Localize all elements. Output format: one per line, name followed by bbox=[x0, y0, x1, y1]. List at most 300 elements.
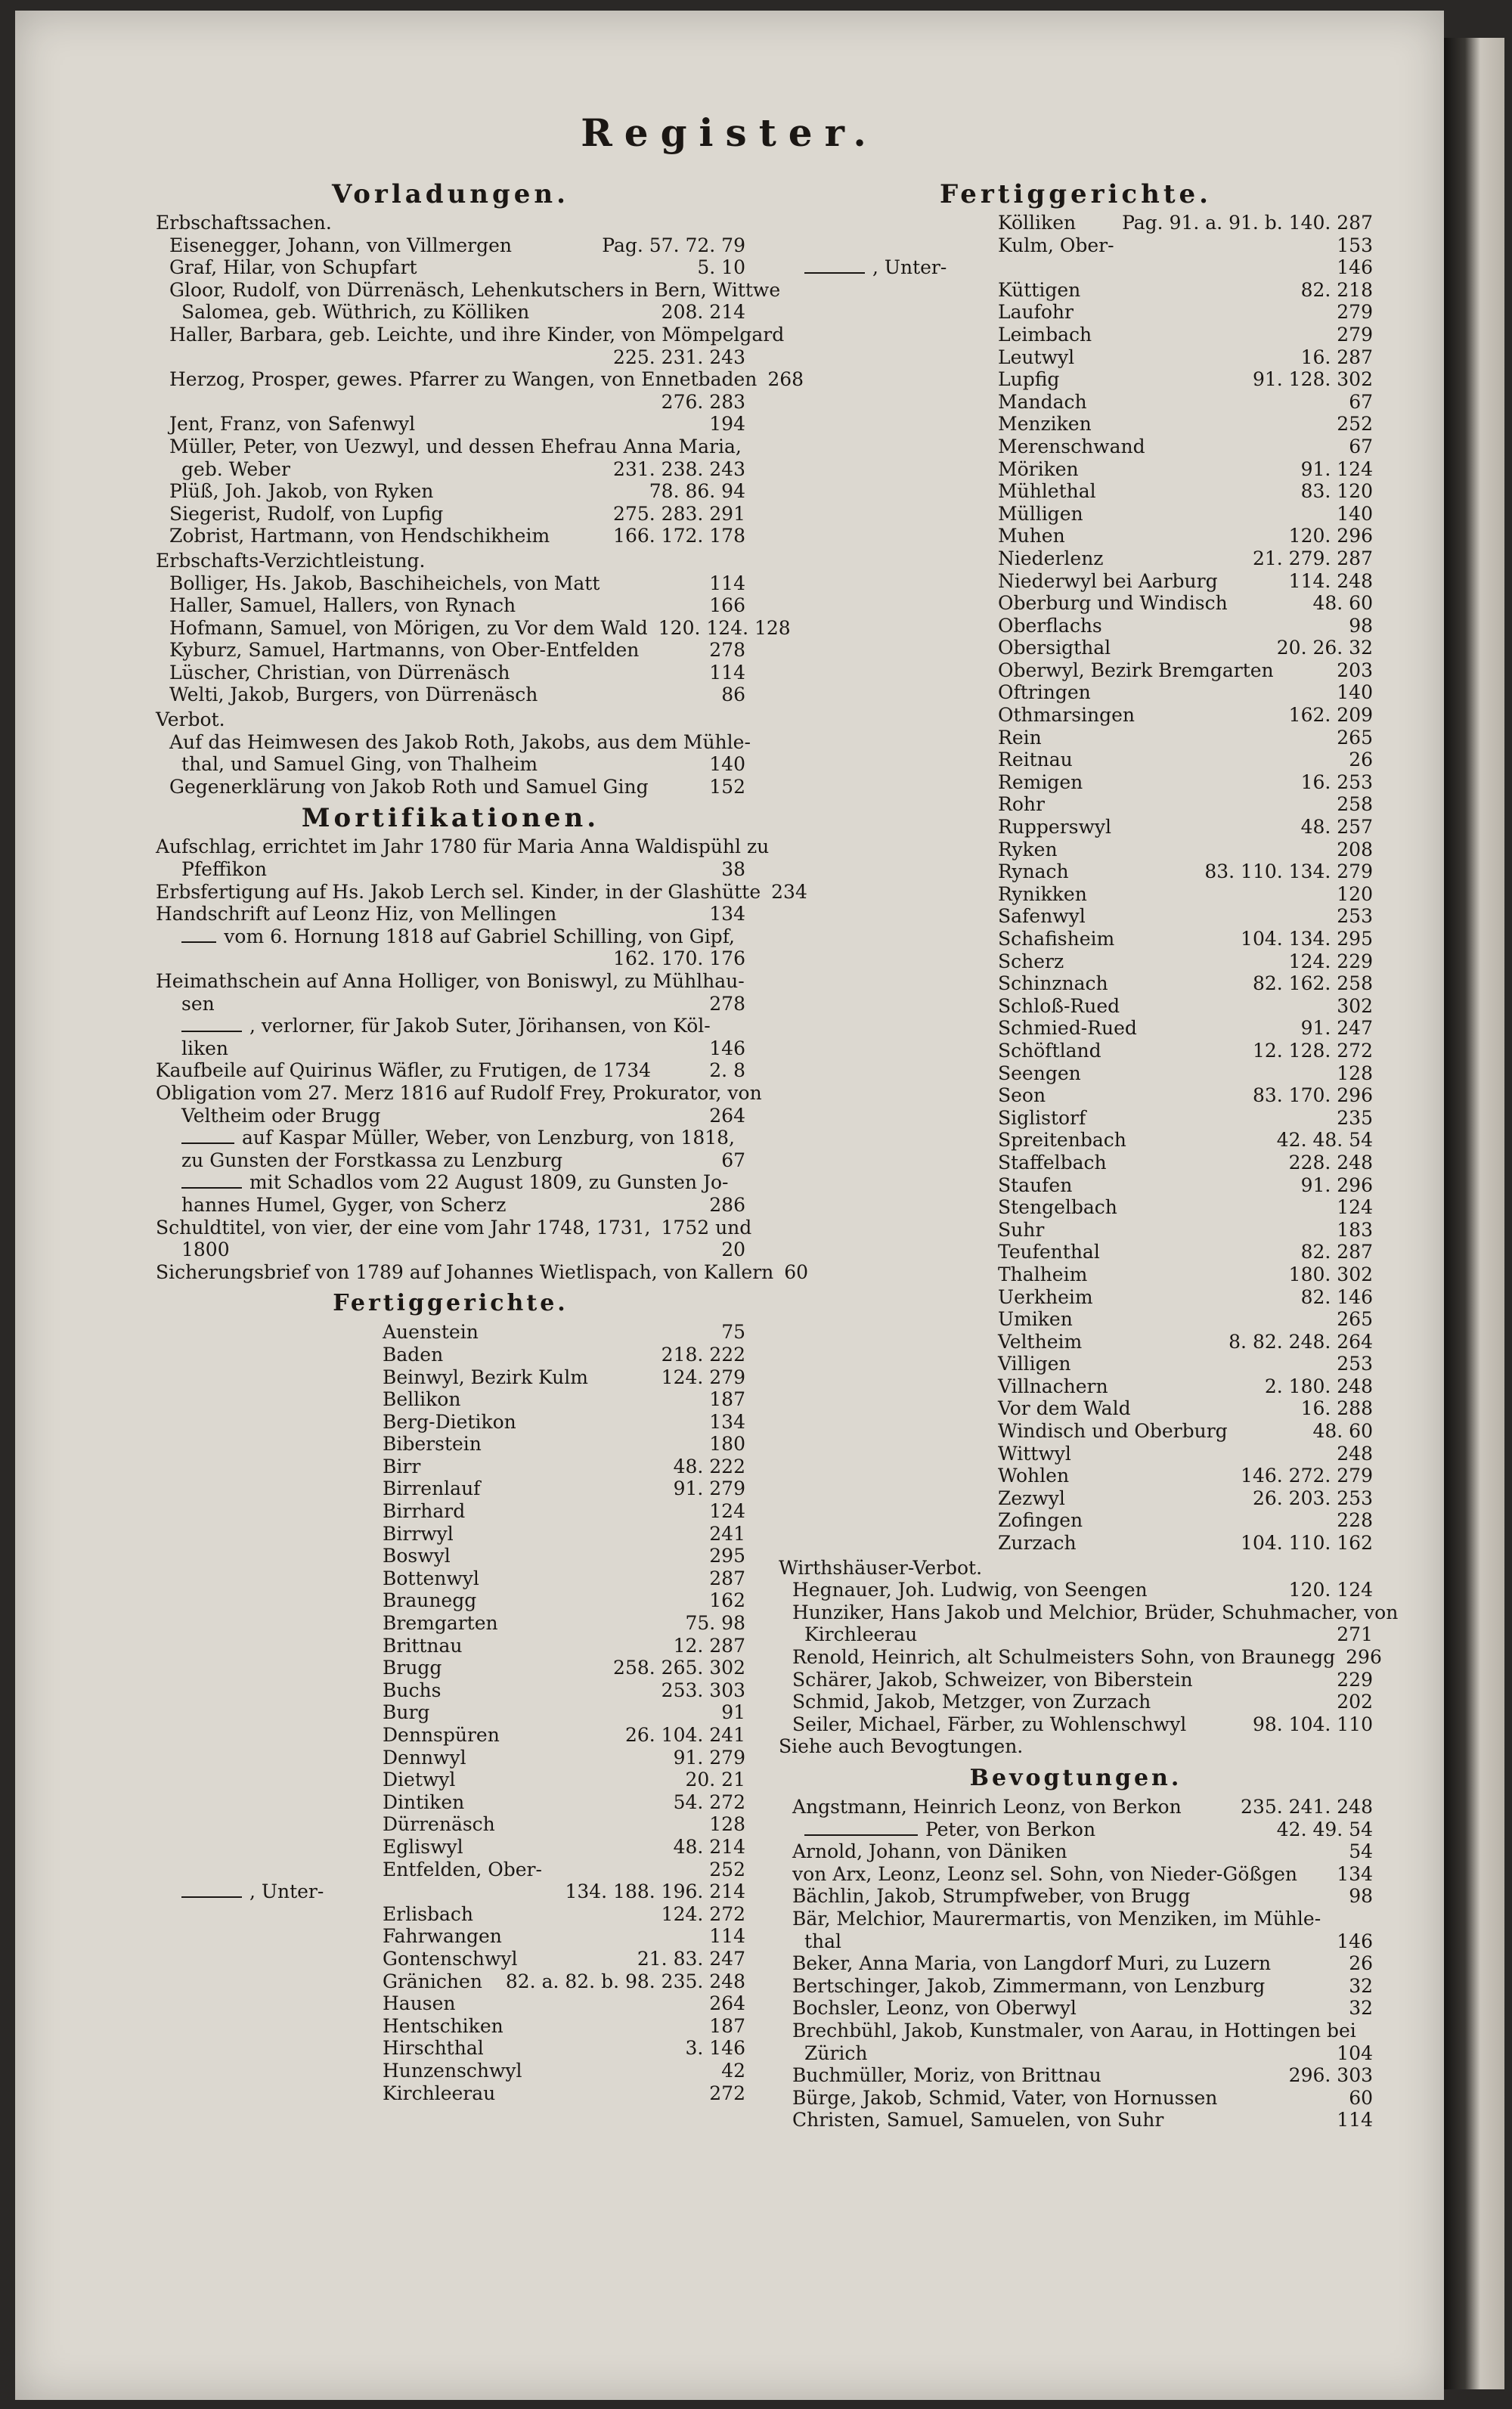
entry-name: Jent, Franz, von Safenwyl bbox=[169, 413, 416, 436]
entry-name: thal, und Samuel Ging, von Thalheim bbox=[181, 753, 538, 776]
entry-page-refs: 124. 279 bbox=[661, 1366, 745, 1388]
entry-name: Seengen bbox=[998, 1062, 1081, 1084]
entry-name: Villnachern bbox=[998, 1375, 1108, 1397]
entry-page-refs: 120. 124 bbox=[1288, 1579, 1373, 1601]
index-entry bbox=[156, 323, 785, 346]
entry-name: Bürge, Jakob, Schmid, Vater, von Hornussen bbox=[792, 2086, 1218, 2109]
index-entry bbox=[779, 1331, 1373, 1353]
entry-page-refs: 26. 104. 241 bbox=[624, 1724, 745, 1746]
index-entry bbox=[156, 480, 745, 503]
index-entry bbox=[156, 1903, 745, 1926]
index-entry bbox=[779, 771, 1373, 794]
entry-page-refs: 75 bbox=[721, 1321, 745, 1344]
index-entry bbox=[156, 1059, 745, 1082]
ditto-rule bbox=[181, 1896, 242, 1898]
entry-page-refs: 91. 279 bbox=[673, 1477, 745, 1500]
index-entry bbox=[156, 1015, 745, 1037]
entry-name: Salomea, geb. Wüthrich, zu Kölliken bbox=[181, 301, 530, 324]
index-entry bbox=[779, 1241, 1373, 1263]
index-entry bbox=[156, 1171, 745, 1194]
subsection-label: Erbschafts-Verzichtleistung. bbox=[156, 549, 426, 572]
subsection-label: Erbschaftssachen. bbox=[156, 212, 332, 234]
entry-page-refs: 146 bbox=[1337, 1930, 1373, 1952]
entry-page-refs: 16. 253 bbox=[1300, 770, 1373, 793]
entry-list-wirthshaeuser bbox=[779, 1579, 1399, 1735]
entry-name: Dürrenäsch bbox=[383, 1813, 495, 1836]
index-entry bbox=[156, 1477, 745, 1500]
entry-page-refs: 252 bbox=[1337, 413, 1373, 436]
index-entry bbox=[156, 1948, 745, 1970]
entry-name: Eisenegger, Johann, von Villmergen bbox=[169, 234, 513, 256]
entry-name: Windisch und Oberburg bbox=[998, 1420, 1228, 1443]
entry-page-refs: 208. 214 bbox=[661, 301, 745, 324]
entry-page-refs: 91. 247 bbox=[1300, 1017, 1373, 1040]
entry-page-refs: 12. 128. 272 bbox=[1252, 1039, 1373, 1062]
entry-name: Zofingen bbox=[998, 1509, 1083, 1532]
index-entry bbox=[156, 1149, 745, 1172]
index-entry bbox=[779, 1532, 1373, 1555]
subsection-label: Wirthshäuser-Verbot. bbox=[779, 1556, 983, 1579]
entry-page-refs: 114 bbox=[709, 1925, 745, 1948]
index-entry bbox=[779, 749, 1373, 771]
entry-page-refs: 234 bbox=[771, 880, 807, 903]
ditto-rule bbox=[181, 941, 216, 943]
entry-name: Merenschwand bbox=[998, 435, 1145, 457]
section-heading-fertiggerichte: Fertiggerichte. bbox=[333, 1290, 569, 1317]
entry-name: Scherz bbox=[998, 950, 1064, 972]
entry-name: Muhen bbox=[998, 525, 1065, 547]
entry-name: Bertschinger, Jakob, Zimmermann, von Lenzburg bbox=[792, 1974, 1266, 1997]
index-entry bbox=[156, 1081, 762, 1105]
index-entry bbox=[156, 458, 745, 481]
entry-name: Handschrift auf Leonz Hiz, von Mellingen bbox=[156, 903, 557, 925]
entry-name: Spreitenbach bbox=[998, 1129, 1126, 1152]
index-entry bbox=[779, 368, 1373, 391]
index-entry bbox=[156, 993, 745, 1015]
entry-name: Dintiken bbox=[383, 1790, 465, 1813]
entry-page-refs: 91. 279 bbox=[673, 1746, 745, 1769]
entry-page-refs: 12. 287 bbox=[673, 1634, 745, 1657]
entry-name: Schöftland bbox=[998, 1039, 1101, 1062]
facing-page-edge bbox=[1444, 38, 1504, 2389]
index-entry bbox=[779, 1443, 1373, 1465]
entry-name: Remigen bbox=[998, 770, 1083, 793]
entry-page-refs: 268 bbox=[767, 368, 804, 391]
index-entry bbox=[156, 594, 745, 617]
entry-page-refs: 272 bbox=[709, 2082, 745, 2104]
index-entry bbox=[779, 1952, 1373, 1975]
index-entry bbox=[156, 662, 745, 684]
entry-page-refs: 152 bbox=[709, 775, 745, 798]
index-entry bbox=[779, 1713, 1373, 1736]
index-entry bbox=[779, 816, 1373, 839]
ditto-rule bbox=[804, 1834, 918, 1836]
entry-name: Mühlethal bbox=[998, 480, 1096, 503]
entry-name: Hirschthal bbox=[383, 2037, 484, 2060]
entry-page-refs: 60 bbox=[1349, 2086, 1373, 2109]
entry-name: Gontenschwyl bbox=[383, 1947, 518, 1970]
entry-name: Othmarsingen bbox=[998, 704, 1136, 727]
index-entry bbox=[156, 234, 745, 257]
entry-name: Egliswyl bbox=[383, 1835, 463, 1858]
entry-page-refs: 134. 188. 196. 214 bbox=[565, 1880, 745, 1903]
entry-name: Kaufbeile auf Quirinus Wäfler, zu Frutigen, de 1734 bbox=[156, 1059, 652, 1082]
index-entry bbox=[779, 212, 1373, 234]
index-entry bbox=[779, 1353, 1373, 1375]
entry-name: Schmied-Rued bbox=[998, 1017, 1137, 1040]
entry-page-refs: 120. 124. 128 bbox=[658, 616, 791, 639]
index-entry bbox=[779, 256, 1373, 279]
entry-page-refs: 146 bbox=[1337, 256, 1373, 279]
entry-name: Leutwyl bbox=[998, 346, 1075, 368]
index-entry bbox=[779, 659, 1373, 682]
index-entry bbox=[779, 905, 1373, 928]
index-entry bbox=[156, 1657, 745, 1679]
entry-name: Stengelbach bbox=[998, 1196, 1117, 1219]
entry-name: Auf das Heimwesen des Jakob Roth, Jakobs, aus dem Mühle- bbox=[169, 730, 751, 753]
entry-name: Erlisbach bbox=[383, 1902, 474, 1925]
entry-name: Bellikon bbox=[383, 1388, 461, 1411]
index-entry bbox=[779, 480, 1373, 503]
entry-name: Sicherungsbrief von 1789 auf Johannes Wietlispach, von Kallern bbox=[156, 1260, 774, 1283]
entry-name: Hegnauer, Joh. Ludwig, von Seengen bbox=[792, 1579, 1148, 1601]
entry-name: Rynikken bbox=[998, 882, 1087, 905]
index-entry bbox=[779, 727, 1373, 749]
section-heading-vorladungen: Vorladungen. bbox=[332, 179, 569, 209]
index-entry bbox=[156, 1970, 745, 1993]
entry-page-refs: 128 bbox=[709, 1813, 745, 1836]
entry-name: Baden bbox=[383, 1343, 444, 1366]
entry-page-refs: 146. 272. 279 bbox=[1241, 1465, 1373, 1487]
entry-page-refs: 48. 222 bbox=[673, 1455, 745, 1477]
index-entry bbox=[779, 2064, 1373, 2087]
index-entry bbox=[156, 436, 745, 458]
index-entry bbox=[779, 1509, 1373, 1532]
entry-name: Schinznach bbox=[998, 972, 1108, 995]
index-entry bbox=[156, 256, 745, 279]
index-entry bbox=[156, 1194, 745, 1217]
entry-list-verzicht bbox=[156, 572, 791, 707]
register-page bbox=[15, 11, 1444, 2400]
entry-page-refs: 48. 60 bbox=[1312, 1420, 1373, 1443]
entry-page-refs: 180. 302 bbox=[1288, 1263, 1373, 1285]
index-entry bbox=[779, 2109, 1373, 2132]
entry-page-refs: 38 bbox=[721, 858, 745, 881]
index-entry bbox=[779, 1669, 1373, 1691]
index-entry bbox=[156, 1880, 745, 1903]
entry-page-refs: 114 bbox=[709, 572, 745, 594]
entry-name: Haller, Samuel, Hallers, von Rynach bbox=[169, 594, 516, 617]
entry-page-refs: 124 bbox=[1337, 1196, 1373, 1219]
entry-name: Obligation vom 27. Merz 1816 auf Rudolf Frey, Prokurator, von bbox=[156, 1081, 762, 1104]
entry-page-refs: 83. 110. 134. 279 bbox=[1204, 860, 1373, 883]
index-entry bbox=[779, 637, 1373, 659]
entry-page-refs: 16. 287 bbox=[1300, 346, 1373, 368]
entry-page-refs: 140 bbox=[1337, 502, 1373, 525]
index-entry bbox=[779, 950, 1373, 973]
index-entry bbox=[156, 1344, 745, 1366]
entry-name: Müller, Peter, von Uezwyl, und dessen Ehefrau Anna Maria, bbox=[169, 435, 742, 457]
entry-name: sen bbox=[181, 992, 215, 1015]
entry-name: Buchmüller, Moriz, von Brittnau bbox=[792, 2064, 1101, 2087]
entry-page-refs: 235 bbox=[1337, 1106, 1373, 1129]
entry-page-refs: 248 bbox=[1337, 1442, 1373, 1465]
index-entry bbox=[156, 503, 745, 526]
entry-name: Seon bbox=[998, 1084, 1046, 1107]
index-entry bbox=[156, 1216, 752, 1239]
index-entry bbox=[156, 836, 770, 858]
entry-name: Birrenlauf bbox=[383, 1477, 481, 1500]
entry-page-refs: 166. 172. 178 bbox=[613, 525, 745, 547]
entry-name: Beinwyl, Bezirk Kulm bbox=[383, 1366, 588, 1388]
index-entry bbox=[156, 2082, 745, 2105]
entry-page-refs: 264 bbox=[709, 1992, 745, 2015]
right-column bbox=[779, 174, 1399, 2132]
index-entry bbox=[156, 1433, 745, 1456]
entry-name: , Unter- bbox=[249, 1880, 324, 1903]
index-entry bbox=[156, 1239, 745, 1261]
entry-name: Rein bbox=[998, 726, 1042, 749]
index-entry bbox=[779, 413, 1373, 436]
entry-page-refs: 275. 283. 291 bbox=[613, 502, 745, 525]
entry-page-refs: 82. 218 bbox=[1300, 278, 1373, 301]
page-title: Register. bbox=[581, 110, 878, 155]
entry-page-refs: 16. 288 bbox=[1300, 1397, 1373, 1420]
index-entry bbox=[779, 2087, 1373, 2110]
entry-page-refs: 20. 21 bbox=[685, 1769, 745, 1791]
index-entry bbox=[156, 1105, 745, 1127]
entry-page-refs: 253. 303 bbox=[661, 1679, 745, 1701]
entry-page-refs: 187 bbox=[709, 1388, 745, 1411]
entry-page-refs: 8. 82. 248. 264 bbox=[1228, 1330, 1373, 1353]
index-entry bbox=[779, 279, 1373, 302]
index-entry bbox=[779, 436, 1373, 458]
index-entry bbox=[779, 391, 1373, 414]
entry-page-refs: 48. 214 bbox=[673, 1835, 745, 1858]
entry-page-refs: 26 bbox=[1349, 1952, 1373, 1975]
index-entry bbox=[156, 1925, 745, 1948]
entry-name: Schuldtitel, von vier, der eine vom Jahr 1748, 1731, bbox=[156, 1216, 651, 1239]
index-entry bbox=[156, 1366, 745, 1389]
entry-name: Arnold, Johann, von Däniken bbox=[792, 1840, 1067, 1863]
index-entry bbox=[156, 301, 745, 324]
entry-list-fertiggerichte bbox=[779, 212, 1373, 1555]
entry-page-refs: 134 bbox=[1337, 1862, 1373, 1885]
entry-name: Hausen bbox=[383, 1992, 456, 2015]
entry-name: Zurzach bbox=[998, 1532, 1077, 1555]
index-entry bbox=[156, 278, 781, 302]
entry-page-refs: 42. 49. 54 bbox=[1276, 1818, 1373, 1840]
entry-page-refs: 78. 86. 94 bbox=[649, 480, 745, 503]
entry-name: Auenstein bbox=[383, 1321, 479, 1344]
entry-page-refs: 276. 283 bbox=[661, 390, 745, 413]
index-entry bbox=[779, 615, 1373, 637]
entry-page-refs: 264 bbox=[709, 1104, 745, 1127]
index-entry bbox=[156, 947, 745, 970]
entry-page-refs: 26 bbox=[1349, 749, 1373, 771]
index-entry bbox=[156, 1813, 745, 1836]
entry-name: Brechbühl, Jakob, Kunstmaler, von Aarau, in Hottingen bei bbox=[792, 2019, 1356, 2042]
entry-name: Gloor, Rudolf, von Dürrenäsch, Lehenkutschers in Bern, Wittwe bbox=[169, 278, 781, 301]
entry-name: Kulm, Ober- bbox=[998, 234, 1114, 256]
entry-page-refs: 82. a. 82. b. 98. 235. 248 bbox=[505, 1970, 745, 1992]
entry-page-refs: 287 bbox=[709, 1567, 745, 1589]
entry-page-refs: 296 bbox=[1346, 1646, 1382, 1668]
entry-page-refs: 279 bbox=[1337, 323, 1373, 346]
entry-page-refs: 162 bbox=[709, 1589, 745, 1612]
index-entry bbox=[156, 1127, 745, 1149]
entry-name: Heimathschein auf Anna Holliger, von Boniswyl, zu Mühlhau- bbox=[156, 970, 745, 992]
entry-name: Thalheim bbox=[998, 1263, 1088, 1285]
entry-page-refs: 202 bbox=[1337, 1691, 1373, 1713]
section-heading-fertiggerichte: Fertiggerichte. bbox=[939, 179, 1213, 209]
entry-page-refs: 32 bbox=[1349, 1997, 1373, 2020]
entry-name: Laufohr bbox=[998, 301, 1074, 324]
entry-name: 1800 bbox=[181, 1239, 230, 1261]
entry-page-refs: 218. 222 bbox=[661, 1343, 745, 1366]
entry-page-refs: Pag. 57. 72. 79 bbox=[602, 234, 745, 256]
index-entry bbox=[156, 2037, 745, 2060]
entry-name: Haller, Barbara, geb. Leichte, und ihre Kinder, von Mömpelgard bbox=[169, 323, 785, 346]
entry-name: Plüß, Joh. Jakob, von Ryken bbox=[169, 480, 434, 503]
entry-page-refs: 2. 180. 248 bbox=[1264, 1375, 1373, 1397]
entry-name: Renold, Heinrich, alt Schulmeisters Sohn, von Braunegg bbox=[792, 1646, 1336, 1668]
entry-name: Graf, Hilar, von Schupfart bbox=[169, 256, 417, 279]
entry-page-refs: 42. 48. 54 bbox=[1276, 1129, 1373, 1152]
entry-page-refs: 104. 134. 295 bbox=[1241, 928, 1373, 950]
entry-name: Bottenwyl bbox=[383, 1567, 479, 1589]
entry-page-refs: 124 bbox=[709, 1500, 745, 1523]
entry-name: Reitnau bbox=[998, 749, 1073, 771]
index-entry bbox=[779, 1017, 1373, 1040]
index-entry bbox=[779, 1040, 1373, 1062]
entry-name: Christen, Samuel, Samuelen, von Suhr bbox=[792, 2109, 1164, 2132]
entry-page-refs: 295 bbox=[709, 1545, 745, 1567]
entry-page-refs: 302 bbox=[1337, 994, 1373, 1017]
index-entry bbox=[156, 858, 745, 881]
index-entry bbox=[779, 681, 1373, 704]
index-entry bbox=[779, 793, 1373, 816]
entry-name: Möriken bbox=[998, 457, 1079, 480]
entry-name: Veltheim oder Brugg bbox=[181, 1104, 381, 1127]
index-entry bbox=[156, 753, 745, 776]
entry-page-refs: 153 bbox=[1337, 234, 1373, 256]
entry-page-refs: 278 bbox=[709, 639, 745, 662]
index-entry bbox=[156, 1769, 745, 1791]
entry-list-fertiggerichte bbox=[156, 1321, 745, 2104]
index-entry bbox=[779, 1863, 1373, 1886]
index-entry bbox=[156, 1747, 745, 1769]
section-heading-bevogtungen: Bevogtungen. bbox=[969, 1764, 1182, 1791]
entry-page-refs: 104 bbox=[1337, 2042, 1373, 2064]
index-entry bbox=[779, 1579, 1373, 1601]
index-entry bbox=[779, 972, 1373, 995]
index-entry bbox=[156, 2060, 745, 2082]
entry-page-refs: 194 bbox=[709, 413, 745, 436]
entry-page-refs: 3. 146 bbox=[685, 2037, 745, 2060]
entry-name: Wohlen bbox=[998, 1465, 1070, 1487]
entry-page-refs: 279 bbox=[1337, 301, 1373, 324]
entry-page-refs: 83. 120 bbox=[1300, 480, 1373, 503]
index-entry bbox=[779, 2020, 1373, 2042]
entry-page-refs: 183 bbox=[1337, 1218, 1373, 1241]
entry-page-refs: 48. 60 bbox=[1312, 592, 1373, 615]
index-entry bbox=[156, 572, 745, 595]
entry-name: Entfelden, Ober- bbox=[383, 1858, 542, 1880]
entry-name: Ryken bbox=[998, 838, 1058, 860]
entry-page-refs: 91. 124 bbox=[1300, 457, 1373, 480]
entry-name: Kölliken bbox=[998, 212, 1077, 234]
entry-name: Herzog, Prosper, gewes. Pfarrer zu Wangen, von Ennetbaden bbox=[169, 368, 758, 391]
entry-page-refs: 225. 231. 243 bbox=[613, 346, 745, 368]
entry-name: Angstmann, Heinrich Leonz, von Berkon bbox=[792, 1795, 1182, 1818]
entry-name: Bochsler, Leonz, von Oberwyl bbox=[792, 1997, 1077, 2020]
index-entry bbox=[779, 570, 1373, 593]
entry-name: thal bbox=[804, 1930, 842, 1952]
index-entry bbox=[779, 1840, 1373, 1863]
entry-page-refs: 86 bbox=[721, 684, 745, 706]
entry-name: Dennwyl bbox=[383, 1746, 466, 1769]
entry-name: Umiken bbox=[998, 1308, 1073, 1331]
index-entry bbox=[779, 1420, 1373, 1443]
index-entry bbox=[156, 1500, 745, 1523]
entry-name: Siegerist, Rudolf, von Lupfig bbox=[169, 502, 444, 525]
index-entry bbox=[779, 704, 1373, 727]
entry-page-refs: 231. 238. 243 bbox=[613, 457, 745, 480]
entry-list-mortifikationen bbox=[156, 836, 809, 1283]
entry-name: mit Schadlos vom 22 August 1809, zu Gunsten Jo- bbox=[249, 1171, 729, 1194]
ditto-rule bbox=[804, 272, 865, 274]
entry-page-refs: 228 bbox=[1337, 1509, 1373, 1532]
index-entry bbox=[156, 684, 745, 706]
entry-name: Staufen bbox=[998, 1173, 1073, 1196]
index-entry bbox=[779, 1107, 1373, 1130]
index-entry bbox=[156, 1321, 745, 1344]
index-entry bbox=[779, 1796, 1373, 1818]
index-entry bbox=[779, 1219, 1373, 1242]
entry-page-refs: 187 bbox=[709, 2014, 745, 2037]
index-entry bbox=[156, 391, 745, 414]
index-entry bbox=[779, 883, 1373, 906]
entry-name: Schmid, Jakob, Metzger, von Zurzach bbox=[792, 1691, 1151, 1713]
index-entry bbox=[779, 1975, 1373, 1998]
index-entry bbox=[156, 1456, 745, 1478]
entry-name: Birrhard bbox=[383, 1500, 466, 1523]
entry-name: Oftringen bbox=[998, 681, 1091, 704]
index-entry bbox=[779, 1308, 1373, 1331]
entry-page-refs: 91. 296 bbox=[1300, 1173, 1373, 1196]
entry-name: Dietwyl bbox=[383, 1769, 456, 1791]
index-entry bbox=[779, 839, 1373, 861]
entry-page-refs: 42 bbox=[721, 2059, 745, 2082]
entry-page-refs: 54 bbox=[1349, 1840, 1373, 1863]
index-entry bbox=[156, 346, 745, 369]
index-entry bbox=[779, 1997, 1373, 2020]
index-entry bbox=[156, 1635, 745, 1657]
entry-name: Birrwyl bbox=[383, 1522, 454, 1545]
index-entry bbox=[779, 1691, 1373, 1713]
entry-page-refs: 124. 229 bbox=[1288, 950, 1373, 972]
entry-name: auf Kaspar Müller, Weber, von Lenzburg, von 1818, bbox=[242, 1127, 735, 1149]
index-entry bbox=[156, 1992, 745, 2015]
index-entry bbox=[779, 1930, 1373, 1953]
entry-name: Biberstein bbox=[383, 1433, 482, 1456]
entry-name: Bolliger, Hs. Jakob, Baschiheichels, von Matt bbox=[169, 572, 600, 594]
entry-page-refs: 83. 170. 296 bbox=[1252, 1084, 1373, 1107]
index-entry bbox=[156, 925, 745, 948]
entry-name: hannes Humel, Gyger, von Scherz bbox=[181, 1193, 507, 1216]
entry-list-erbschaft bbox=[156, 234, 804, 547]
